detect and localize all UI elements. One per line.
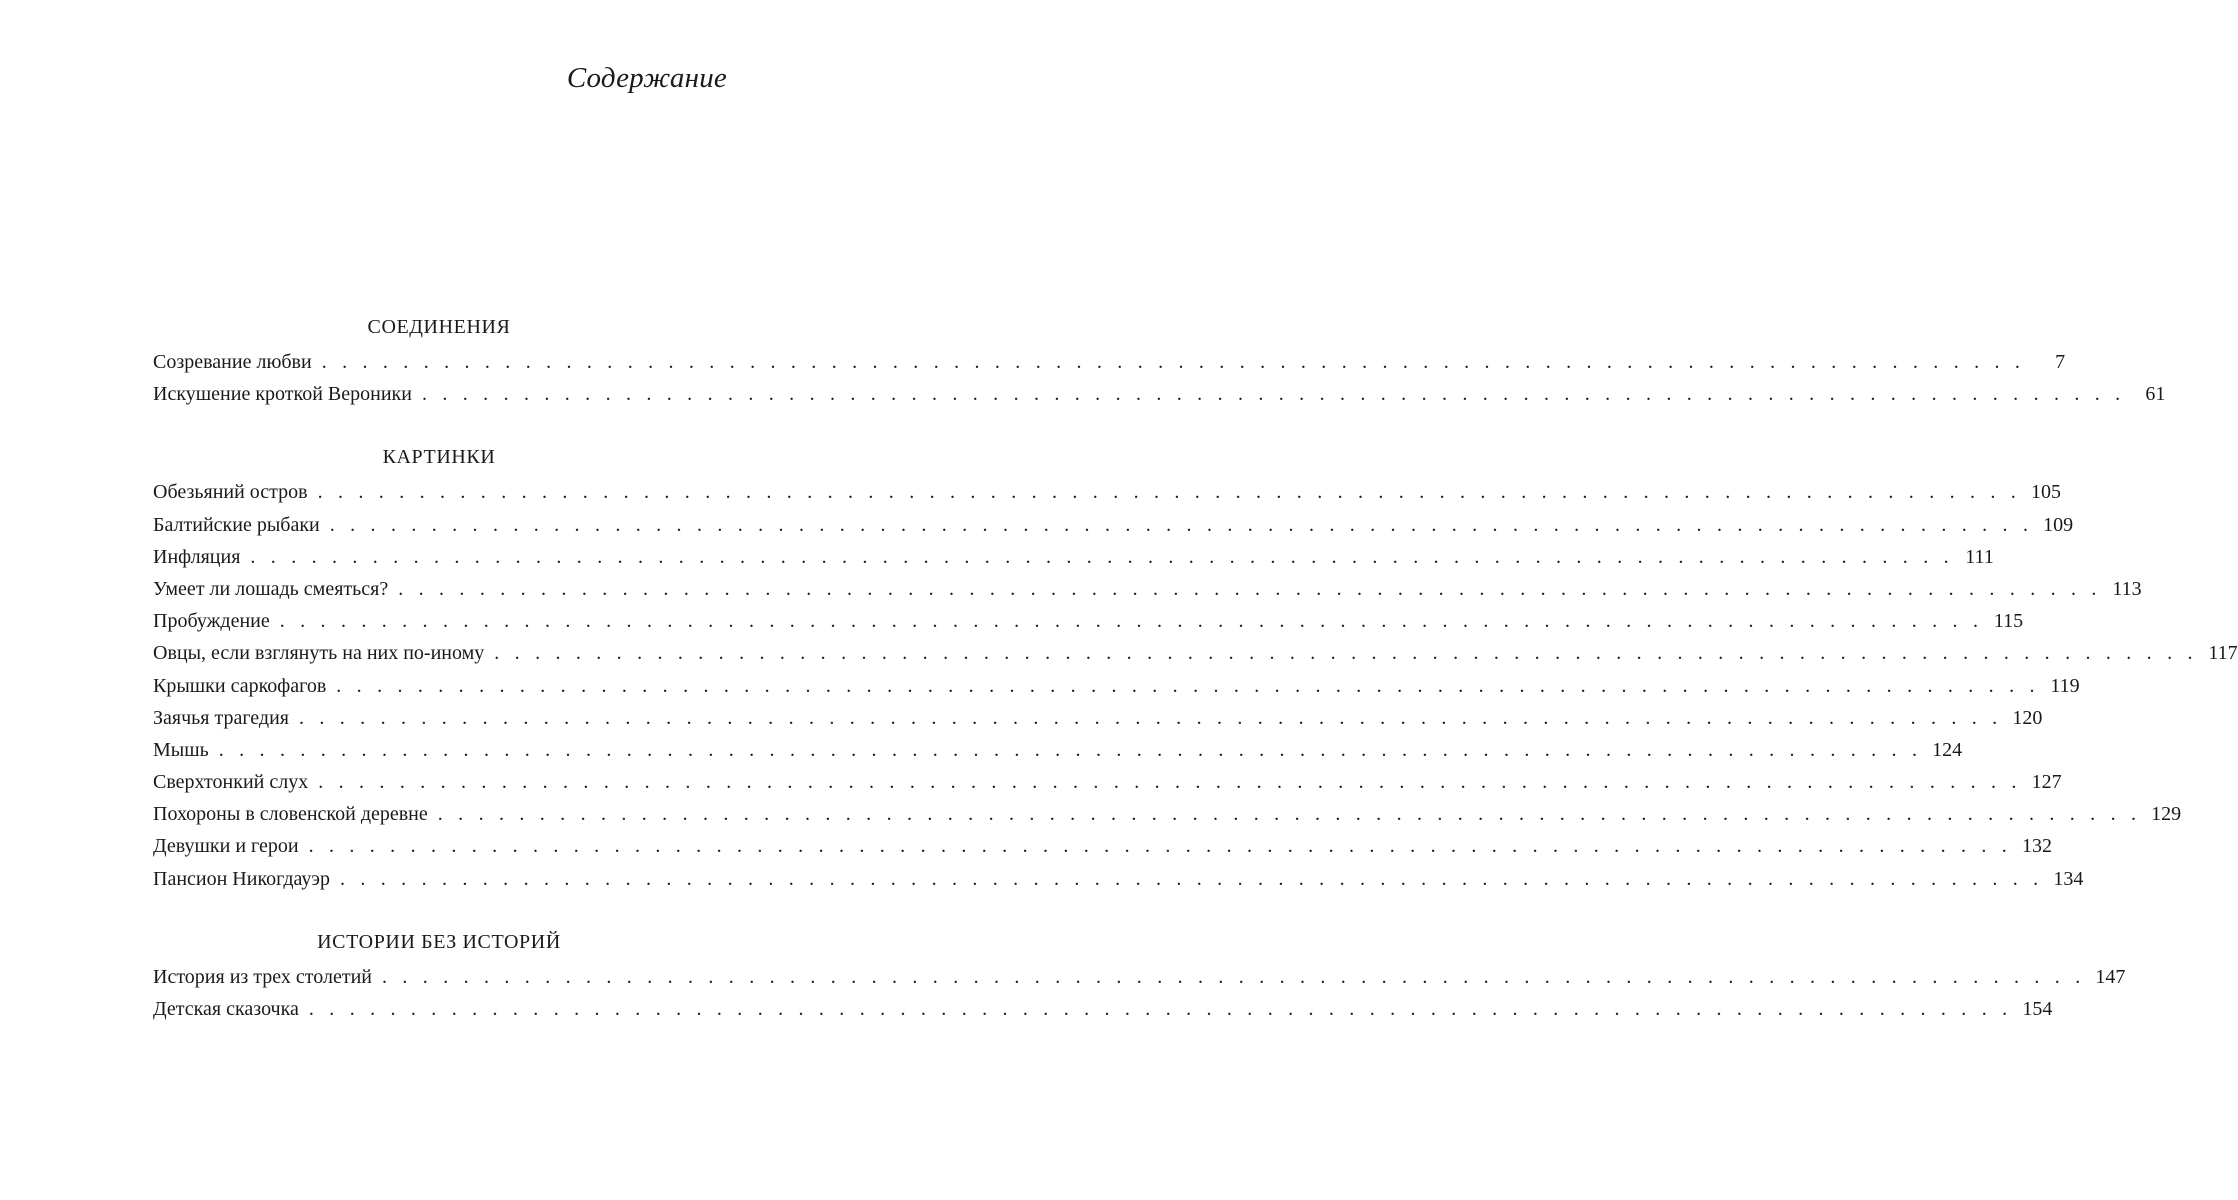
entry-title: Крышки саркофагов [153,674,327,697]
toc-entry[interactable] [153,702,2043,734]
toc-entry[interactable] [153,798,2182,830]
toc-entry[interactable] [153,670,2080,702]
toc-entry[interactable] [153,830,2052,862]
entry-page-number: 109 [2043,513,2074,536]
section-heading: КАРТИНКИ [382,446,496,469]
dot-leader: . . . . . . . . . . . . . . . . . . . . . . . . . . . . . . . . . . . . . . . . . . . . . . . . . . . . . . . . . . . . . . . . . . . . . . . . . . . . . . . . . . . . [437,803,2142,826]
dot-leader: . . . . . . . . . . . . . . . . . . . . . . . . . . . . . . . . . . . . . . . . . . . . . . . . . . . . . . . . . . . . . . . . . . . . . . . . . . . . . . . . . . . . [398,577,2102,600]
toc-entry[interactable] [153,734,1963,766]
toc-section-soedineniya [153,312,2166,410]
dot-leader: . . . . . . . . . . . . . . . . . . . . . . . . . . . . . . . . . . . . . . . . . . . . . . . . . . . . . . . . . . . . . . . . . . . . . . . . . . . . . . . . . . . . [250,545,1954,568]
dot-leader: . . . . . . . . . . . . . . . . . . . . . . . . . . . . . . . . . . . . . . . . . . . . . . . . . . . . . . . . . . . . . . . . . . . . . . . . . . . . . . . . . . . . [382,965,2086,988]
toc-entry[interactable] [153,378,2166,410]
entry-page-number: 61 [2145,383,2166,406]
entry-page-number: 105 [2031,481,2062,504]
toc-entry[interactable] [153,961,2126,993]
table-of-contents [153,312,2238,1025]
entry-title: Балтийские рыбаки [153,513,320,536]
dot-leader: . . . . . . . . . . . . . . . . . . . . . . . . . . . . . . . . . . . . . . . . . . . . . . . . . . . . . . . . . . . . . . . . . . . . . . . . . . . . . . . . . . . . [308,998,2013,1020]
toc-entry[interactable] [153,476,2062,508]
entry-title: Пробуждение [153,610,270,633]
toc-entry[interactable] [153,573,2142,605]
page-title: Содержание [566,62,727,94]
entry-title: История из трех столетий [153,965,372,988]
dot-leader: . . . . . . . . . . . . . . . . . . . . . . . . . . . . . . . . . . . . . . . . . . . . . . . . . . . . . . . . . . . . . . . . . . . . . . . . . . . . . . . . . . . . [318,771,2022,794]
entry-page-number: 115 [1993,610,2024,633]
entry-page-number: 120 [2012,706,2043,729]
entry-title: Овцы, если взглянуть на них по-иному [153,642,485,665]
entry-page-number: 127 [2031,771,2062,794]
toc-entry[interactable] [153,541,1994,573]
toc-entry[interactable] [153,863,2084,895]
entry-title: Инфляция [153,545,241,568]
entry-title: Похороны в словенской деревне [153,803,428,826]
entry-page-number: 132 [2021,835,2052,858]
section-heading: СОЕДИНЕНИЯ [367,316,511,338]
toc-entry[interactable] [153,509,2074,541]
dot-leader: . . . . . . . . . . . . . . . . . . . . . . . . . . . . . . . . . . . . . . . . . . . . . . . . . . . . . . . . . . . . . . . . . . . . . . . . . . . . . . . . . . . . [321,351,2026,373]
entry-title: Сверхтонкий слух [153,771,309,794]
entry-title: Созревание любви [153,351,312,373]
entry-page-number: 134 [2053,867,2084,890]
toc-entry[interactable] [153,346,2066,378]
dot-leader: . . . . . . . . . . . . . . . . . . . . . . . . . . . . . . . . . . . . . . . . . . . . . . . . . . . . . . . . . . . . . . . . . . . . . . . . . . . . . . . . . . . . [329,513,2034,536]
toc-entry[interactable] [153,637,2238,669]
toc-section-kartinki [153,442,2238,894]
entry-title: Детская сказочка [153,998,299,1020]
toc-entry[interactable] [153,993,2053,1025]
section-heading: ИСТОРИИ БЕЗ ИСТОРИЙ [317,930,561,953]
dot-leader: . . . . . . . . . . . . . . . . . . . . . . . . . . . . . . . . . . . . . . . . . . . . . . . . . . . . . . . . . . . . . . . . . . . . . . . . . . . . . . . . . . . . [494,642,2198,665]
entry-page-number: 129 [2151,803,2182,826]
entry-page-number: 147 [2095,965,2126,988]
toc-entry[interactable] [153,766,2062,798]
entry-title: Мышь [153,738,209,761]
dot-leader: . . . . . . . . . . . . . . . . . . . . . . . . . . . . . . . . . . . . . . . . . . . . . . . . . . . . . . . . . . . . . . . . . . . . . . . . . . . . . . . . . . . . [317,481,2022,504]
entry-page-number: 119 [2050,674,2080,697]
entry-page-number: 117 [2208,642,2238,665]
dot-leader: . . . . . . . . . . . . . . . . . . . . . . . . . . . . . . . . . . . . . . . . . . . . . . . . . . . . . . . . . . . . . . . . . . . . . . . . . . . . . . . . . . . . [421,383,2126,406]
entry-page-number: 124 [1932,738,1963,761]
entry-page-number: 7 [2055,351,2066,373]
entry-title: Искушение кроткой Вероники [153,383,412,406]
entry-title: Обезьяний остров [153,481,308,504]
dot-leader: . . . . . . . . . . . . . . . . . . . . . . . . . . . . . . . . . . . . . . . . . . . . . . . . . . . . . . . . . . . . . . . . . . . . . . . . . . . . . . . . . . . . [339,867,2044,890]
toc-section-istorii-bez-istoriy [153,927,2126,1025]
entry-page-number: 154 [2022,998,2053,1020]
dot-leader: . . . . . . . . . . . . . . . . . . . . . . . . . . . . . . . . . . . . . . . . . . . . . . . . . . . . . . . . . . . . . . . . . . . . . . . . . . . . . . . . . . . . [336,674,2040,697]
entry-title: Заячья трагедия [153,706,289,729]
dot-leader: . . . . . . . . . . . . . . . . . . . . . . . . . . . . . . . . . . . . . . . . . . . . . . . . . . . . . . . . . . . . . . . . . . . . . . . . . . . . . . . . . . . . [218,738,1923,761]
entry-page-number: 111 [1965,545,1994,568]
entry-page-number: 113 [2112,577,2142,600]
entry-title: Умеет ли лошадь смеяться? [153,577,389,600]
dot-leader: . . . . . . . . . . . . . . . . . . . . . . . . . . . . . . . . . . . . . . . . . . . . . . . . . . . . . . . . . . . . . . . . . . . . . . . . . . . . . . . . . . . . [279,610,1984,633]
dot-leader: . . . . . . . . . . . . . . . . . . . . . . . . . . . . . . . . . . . . . . . . . . . . . . . . . . . . . . . . . . . . . . . . . . . . . . . . . . . . . . . . . . . . [308,835,2012,858]
toc-entry[interactable] [153,605,2024,637]
entry-title: Пансион Никогдауэр [153,867,330,890]
dot-leader: . . . . . . . . . . . . . . . . . . . . . . . . . . . . . . . . . . . . . . . . . . . . . . . . . . . . . . . . . . . . . . . . . . . . . . . . . . . . . . . . . . . . [298,706,2003,729]
entry-title: Девушки и герои [153,835,299,858]
